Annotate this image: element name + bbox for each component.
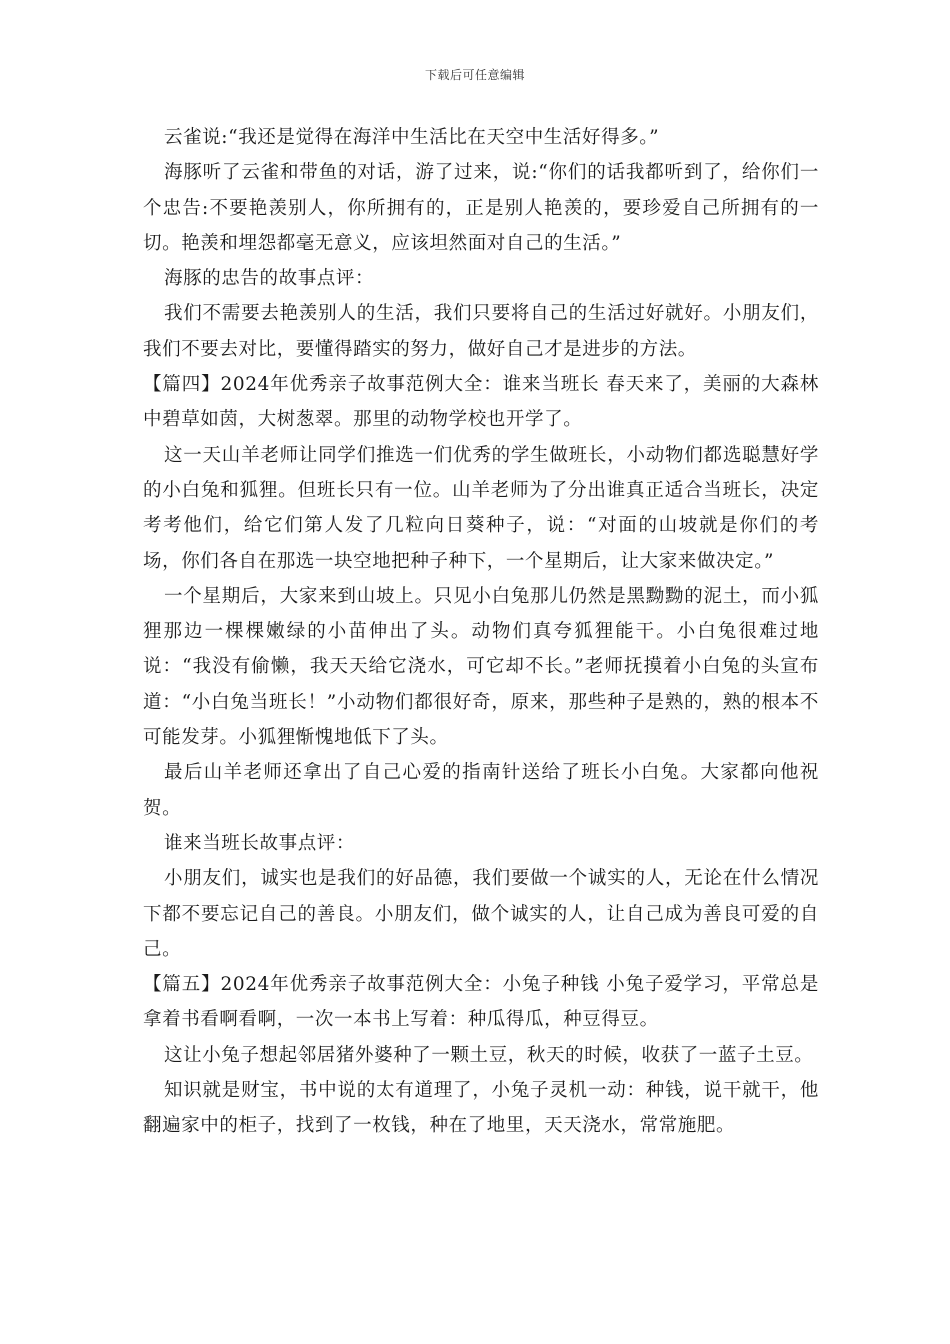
page-header: 下载后可任意编辑 <box>424 68 525 82</box>
paragraph-12: 这让小兔子想起邻居猪外婆种了一颗土豆，秋天的时候，收获了一蓝子土豆。 <box>164 1044 814 1066</box>
paragraph-1: 云雀说:“我还是觉得在海洋中生活比在天空中生活好得多。” <box>164 127 660 148</box>
paragraph-8: 最后山羊老师还拿出了自己心爱的指南针送给了班长小白兔。大家都向他祝贺。 <box>143 762 819 819</box>
paragraph-13: 知识就是财宝，书中说的太有道理了，小兔子灵机一动：种钱，说干就干，他翻遍家中的柜子，找到了一枚钱，种在了地里，天天浇水，常常施肥。 <box>143 1080 819 1137</box>
paragraph-4: 我们不需要去艳羡别人的生活，我们只要将自己的生活过好就好。小朋友们，我们不要去对比，要懂得踏实的努力，做好自己才是进步的方法。 <box>143 303 819 360</box>
paragraph-6: 这一天山羊老师让同学们推选一们优秀的学生做班长，小动物们都选聪慧好学的小白兔和狐狸。但班长只有一位。山羊老师为了分出谁真正适合当班长，决定考考他们，给它们第人发了几粒向日葵种子，说：“对面的山坡就是你们的考场，你们各自在那选一块空地把种子种下，一个星期后，让大家来做决定。” <box>143 444 819 572</box>
paragraph-10: 小朋友们，诚实也是我们的好品德，我们要做一个诚实的人，无论在什么情况下都不要忘记自己的善良。小朋友们，做个诚实的人，让自己成为善良可爱的自己。 <box>143 868 819 960</box>
document-body <box>143 120 819 1144</box>
paragraph-7: 一个星期后，大家来到山坡上。只见小白兔那儿仍然是黑黝黝的泥土，而小狐狸那边一棵棵嫩绿的小苗伸出了头。动物们真夸狐狸能干。小白兔很难过地说：“我没有偷懒，我天天给它浇水，可它却不长。”老师抚摸着小白兔的头宣布道：“小白兔当班长！”小动物们都很好奇，原来，那些种子是熟的，熟的根本不可能发芽。小狐狸惭愧地低下了头。 <box>143 585 819 749</box>
paragraph-3: 海豚的忠告的故事点评： <box>164 268 375 290</box>
section-5-heading-paragraph: 【篇五】2024年优秀亲子故事范例大全：小兔子种钱 小兔子爱学习，平常总是拿着书看啊看啊，一次一本书上写着：种瓜得瓜，种豆得豆。 <box>143 974 819 1031</box>
paragraph-2: 海豚听了云雀和带鱼的对话，游了过来，说:“你们的话我都听到了，给你们一个忠告:不要艳羡别人，你所拥有的，正是别人艳羡的，要珍爱自己所拥有的一切。艳羡和埋怨都毫无意义，应该坦然面对自己的生活。” <box>143 162 819 254</box>
section-4-heading-paragraph: 【篇四】2024年优秀亲子故事范例大全：谁来当班长 春天来了，美丽的大森林中碧草如茵，大树葱翠。那里的动物学校也开学了。 <box>143 374 819 431</box>
paragraph-9: 谁来当班长故事点评： <box>164 832 356 854</box>
